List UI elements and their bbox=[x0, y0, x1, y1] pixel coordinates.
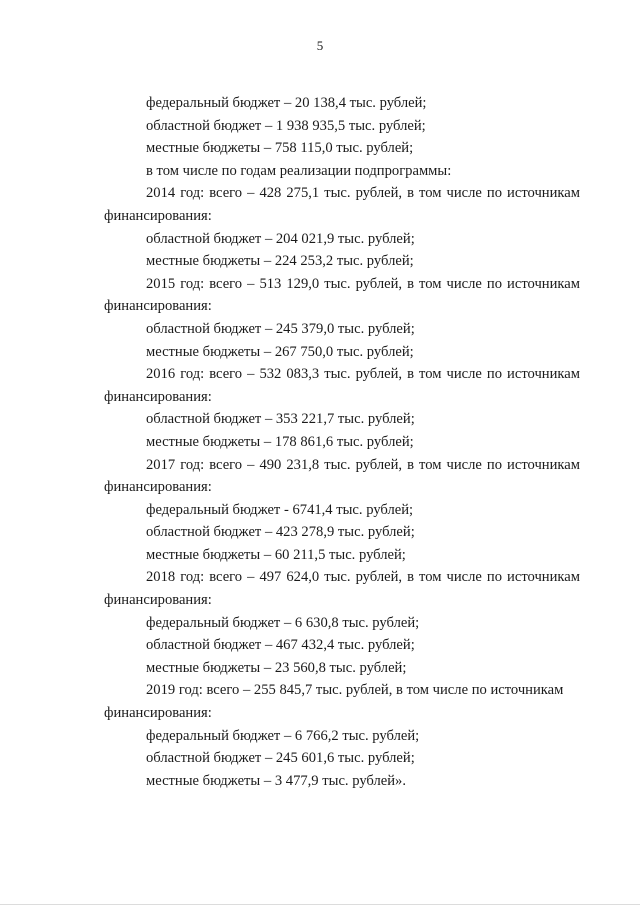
text-line: финансирования: bbox=[104, 479, 212, 496]
text-line: федеральный бюджет – 6 630,8 тыс. рублей; bbox=[146, 614, 420, 631]
text-line: финансирования: bbox=[104, 592, 212, 609]
text-line: федеральный бюджет – 6 766,2 тыс. рублей; bbox=[146, 727, 420, 744]
text-line: местные бюджеты – 3 477,9 тыс. рублей». bbox=[146, 772, 407, 789]
document-body bbox=[104, 92, 580, 792]
text-line: финансирования: bbox=[104, 705, 212, 722]
text-line: 2016 год: всего – 532 083,3 тыс. рублей, в том числе по источникам bbox=[146, 366, 580, 383]
text-line: федеральный бюджет – 20 138,4 тыс. рублей; bbox=[146, 95, 427, 111]
text-line: финансирования: bbox=[104, 388, 212, 405]
text-line: местные бюджеты – 224 253,2 тыс. рублей; bbox=[146, 253, 414, 270]
text-line: областной бюджет – 204 021,9 тыс. рублей; bbox=[146, 230, 415, 247]
text-line: местные бюджеты – 60 211,5 тыс. рублей; bbox=[146, 546, 406, 563]
text-line: областной бюджет – 467 432,4 тыс. рублей; bbox=[146, 637, 415, 654]
text-line: федеральный бюджет - 6741,4 тыс. рублей; bbox=[146, 501, 414, 518]
text-line: областной бюджет – 423 278,9 тыс. рублей; bbox=[146, 524, 415, 541]
text-line: областной бюджет – 1 938 935,5 тыс. рублей; bbox=[146, 117, 426, 134]
text-line: местные бюджеты – 23 560,8 тыс. рублей; bbox=[146, 659, 407, 676]
text-line: 2018 год: всего – 497 624,0 тыс. рублей, в том числе по источникам bbox=[146, 569, 580, 586]
text-line: 2017 год: всего – 490 231,8 тыс. рублей, в том числе по источникам bbox=[146, 456, 580, 473]
text-line: областной бюджет – 245 379,0 тыс. рублей; bbox=[146, 320, 415, 337]
text-line: финансирования: bbox=[104, 298, 212, 315]
text-line: 2014 год: всего – 428 275,1 тыс. рублей, в том числе по источникам bbox=[146, 185, 580, 202]
text-line: 2019 год: всего – 255 845,7 тыс. рублей, в том числе по источникам bbox=[146, 682, 564, 699]
text-line: областной бюджет – 245 601,6 тыс. рублей; bbox=[146, 750, 415, 767]
text-line: финансирования: bbox=[104, 207, 212, 224]
text-line: в том числе по годам реализации подпрограммы: bbox=[146, 162, 452, 179]
text-line: местные бюджеты – 758 115,0 тыс. рублей; bbox=[146, 140, 414, 157]
text-line: местные бюджеты – 267 750,0 тыс. рублей; bbox=[146, 343, 414, 360]
page-number: 5 bbox=[316, 38, 324, 53]
text-line: 2015 год: всего – 513 129,0 тыс. рублей, в том числе по источникам bbox=[146, 275, 580, 292]
text-line: областной бюджет – 353 221,7 тыс. рублей; bbox=[146, 411, 415, 428]
text-line: местные бюджеты – 178 861,6 тыс. рублей; bbox=[146, 433, 414, 450]
